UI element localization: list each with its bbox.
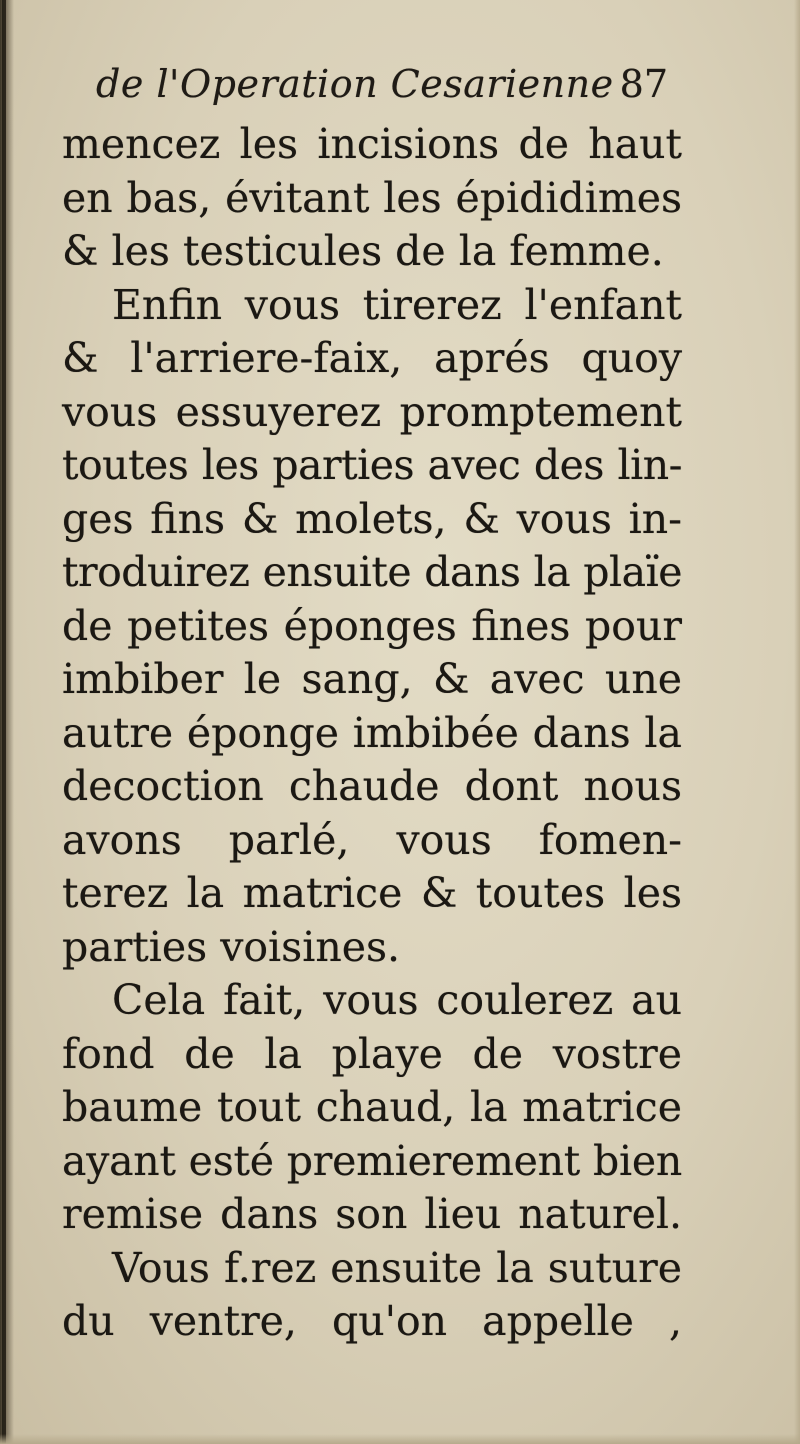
- page-number: 87: [619, 62, 668, 106]
- text-line: mencez les incisions de haut: [62, 120, 682, 168]
- text-line: decoction chaude dont nous: [62, 762, 682, 810]
- text-line: avons parlé, vous fomen-: [62, 815, 682, 864]
- paragraph-start-line: Vous f.rez ensuite la suture: [112, 1243, 682, 1292]
- binding-edge: [2, 0, 6, 1444]
- text-line: toutes les parties avec des lin-: [62, 441, 682, 489]
- page-edge-bottom: [0, 1434, 800, 1444]
- text-line: terez la matrice & toutes les: [62, 869, 682, 917]
- text-line: ges fins & molets, & vous in-: [62, 494, 682, 543]
- paragraph-start-line: Enfin vous tirerez l'enfant: [112, 280, 682, 329]
- text-line: & l'arriere-faix, aprés quoy: [62, 334, 682, 382]
- text-line: du ventre, qu'on appelle ,: [62, 1297, 682, 1345]
- text-line: en bas, évitant les épididimes: [62, 173, 682, 222]
- text-line: remise dans son lieu naturel.: [62, 1190, 682, 1238]
- body-text: [62, 118, 682, 1349]
- text-line: vous essuyerez promptement: [62, 387, 682, 436]
- paragraph-start-line: Cela fait, vous coulerez au: [112, 976, 682, 1024]
- text-line: de petites éponges fines pour: [62, 601, 682, 650]
- text-line: imbiber le sang, & avec une: [62, 655, 682, 703]
- text-line: fond de la playe de vostre: [62, 1029, 682, 1078]
- text-line: autre éponge imbibée dans la: [62, 708, 682, 757]
- text-line: ayant esté premierement bien: [62, 1136, 682, 1185]
- text-line: & les testicules de la femme.: [62, 227, 664, 275]
- running-head-title: de l'Operation Cesarienne: [96, 62, 614, 106]
- page-edge-right: [794, 0, 800, 1444]
- running-head: [96, 62, 668, 118]
- text-line: baume tout chaud, la matrice: [62, 1083, 682, 1131]
- text-line: parties voisines.: [62, 922, 401, 971]
- text-line: troduirez ensuite dans la plaïe: [62, 548, 682, 596]
